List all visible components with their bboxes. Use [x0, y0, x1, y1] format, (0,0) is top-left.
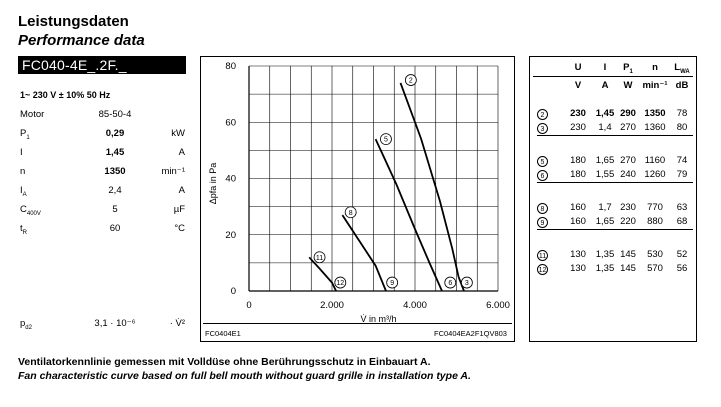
- table-cell: 80: [676, 122, 688, 133]
- curve-marker-label: 2: [408, 77, 413, 85]
- spec-value: 0,29: [105, 128, 125, 139]
- y-tick-label: 0: [230, 286, 236, 297]
- footer-note-en: Fan characteristic curve based on full bell mouth without guard grille in installation type A.: [18, 370, 471, 382]
- table-cell: 530: [647, 249, 663, 260]
- table-header: n: [652, 62, 658, 73]
- table-header: I: [603, 62, 607, 73]
- curve-marker: 6: [537, 170, 548, 181]
- spec-label: $P_1$: [20, 128, 30, 141]
- spec-unit: µF: [173, 204, 185, 215]
- table-cell: 1350: [644, 108, 666, 119]
- curve-marker-label: 6: [448, 280, 453, 288]
- table-cell: 1,35: [595, 263, 615, 274]
- table-cell: 220: [620, 216, 636, 227]
- table-cell: 160: [570, 202, 586, 213]
- table-cell: 1,65: [595, 155, 615, 166]
- spec-table: [0, 0, 200, 300]
- table-cell: 52: [676, 249, 688, 260]
- table-cell: 180: [570, 169, 586, 180]
- spec-label: n: [20, 166, 26, 177]
- table-cell: 78: [676, 108, 688, 119]
- table-cell: 180: [570, 155, 586, 166]
- table-group-separator: [537, 229, 693, 230]
- chart-code-left: FC0404E1: [205, 329, 241, 338]
- page-title-de: Leistungsdaten: [18, 13, 129, 30]
- x-tick-label: 2.000: [320, 300, 344, 311]
- table-cell: 230: [620, 202, 636, 213]
- page-title-en: Performance data: [18, 32, 145, 49]
- pd2-unit: · V̇²: [169, 318, 185, 329]
- curve-marker: 8: [537, 203, 548, 214]
- x-tick-label: 4.000: [403, 300, 427, 311]
- table-cell: 160: [570, 216, 586, 227]
- curve-marker-label: 9: [390, 280, 395, 288]
- performance-chart: [200, 56, 515, 342]
- curve-marker-label: 3: [464, 280, 469, 288]
- table-cell: 63: [676, 202, 688, 213]
- chart-code-right: FC0404EA2F1QV803: [434, 329, 507, 338]
- table-cell: 230: [570, 108, 586, 119]
- y-tick-label: 40: [225, 173, 236, 185]
- table-cell: 68: [676, 216, 688, 227]
- table-cell: 290: [620, 108, 636, 119]
- table-unit: A: [601, 80, 609, 91]
- table-group-separator: [537, 182, 693, 183]
- curve-marker: 11: [537, 250, 548, 261]
- table-cell: 240: [620, 169, 636, 180]
- table-cell: 570: [647, 263, 663, 274]
- table-group-separator: [537, 135, 693, 136]
- curve-marker-label: 11: [315, 254, 324, 262]
- data-table: [529, 56, 697, 342]
- table-header: $P_1$: [623, 62, 633, 75]
- curve-marker-label: 8: [348, 209, 353, 217]
- curve-marker: 12: [537, 264, 548, 275]
- curve-marker: 9: [537, 217, 548, 228]
- curve-8: [342, 215, 386, 291]
- table-unit: dB: [675, 80, 689, 91]
- curve-marker-label: 5: [383, 136, 388, 144]
- spec-unit: min⁻¹: [161, 166, 185, 177]
- spec-unit: °C: [174, 223, 185, 234]
- curve-2: [401, 83, 459, 277]
- y-tick-label: 60: [225, 117, 236, 129]
- table-cell: 230: [570, 122, 586, 133]
- table-cell: 1360: [644, 122, 666, 133]
- table-cell: 270: [620, 122, 636, 133]
- spec-unit: A: [178, 185, 185, 196]
- y-tick-label: 80: [225, 61, 236, 72]
- pd2-label: $p_{d2}$: [20, 318, 32, 331]
- x-tick-label: 0: [246, 300, 252, 311]
- table-cell: 74: [676, 155, 688, 166]
- table-cell: 270: [620, 155, 636, 166]
- pd2-row: [0, 318, 200, 332]
- spec-value: 1,45: [105, 147, 125, 158]
- curve-marker: 2: [537, 109, 548, 120]
- curve-marker: 5: [537, 156, 548, 167]
- y-tick-label: 20: [225, 229, 236, 241]
- table-cell: 770: [647, 202, 663, 213]
- table-cell: 1,55: [595, 169, 615, 180]
- spec-label: Motor: [20, 109, 45, 120]
- table-cell: 1,45: [595, 108, 615, 119]
- table-cell: 880: [647, 216, 663, 227]
- spec-value: 2,4: [108, 185, 122, 196]
- curve-5: [376, 136, 442, 291]
- model-label: FC040-4E_.2F._: [18, 56, 186, 74]
- table-cell: 56: [676, 263, 688, 274]
- footer-note-de: Ventilatorkennlinie gemessen mit Volldüse ohne Berührungsschutz in Einbauart A.: [18, 356, 431, 368]
- table-unit: W: [623, 80, 633, 91]
- spec-label: $C_{400V}$: [20, 204, 41, 217]
- spec-value: 85-50-4: [98, 109, 132, 120]
- curve-marker: 3: [537, 123, 548, 134]
- x-tick-label: 6.000: [486, 300, 510, 311]
- table-cell: 130: [570, 249, 586, 260]
- spec-label: $t_R$: [20, 223, 27, 236]
- spec-unit: kW: [171, 128, 185, 139]
- curve-marker-label: 12: [336, 280, 345, 288]
- table-cell: 1,4: [598, 122, 612, 133]
- spec-value: 60: [109, 223, 121, 234]
- spec-value: 1350: [104, 166, 126, 177]
- table-cell: 1260: [644, 169, 666, 180]
- table-cell: 1160: [644, 155, 666, 166]
- x-axis-label: V̇ in m³/h: [360, 314, 397, 324]
- spec-label: $I_A$: [20, 185, 27, 198]
- table-header: $L_{WA}$: [674, 62, 690, 75]
- table-cell: 79: [676, 169, 688, 180]
- spec-value: 5: [112, 204, 118, 215]
- supply-spec: 1~ 230 V ± 10% 50 Hz: [20, 90, 111, 100]
- table-header: U: [574, 62, 582, 73]
- table-header-separator: [533, 76, 693, 77]
- table-cell: 145: [620, 263, 636, 274]
- table-unit: min⁻¹: [642, 80, 668, 91]
- table-cell: 1,7: [598, 202, 612, 213]
- table-unit: V: [574, 80, 582, 91]
- pd2-value: 3,1 · 10⁻⁶: [94, 318, 136, 329]
- spec-label: I: [20, 147, 23, 158]
- table-cell: 130: [570, 263, 586, 274]
- y-axis-label: Δpfa in Pa: [208, 162, 218, 205]
- table-cell: 1,65: [595, 216, 615, 227]
- table-cell: 1,35: [595, 249, 615, 260]
- table-cell: 145: [620, 249, 636, 260]
- spec-unit: A: [178, 147, 185, 158]
